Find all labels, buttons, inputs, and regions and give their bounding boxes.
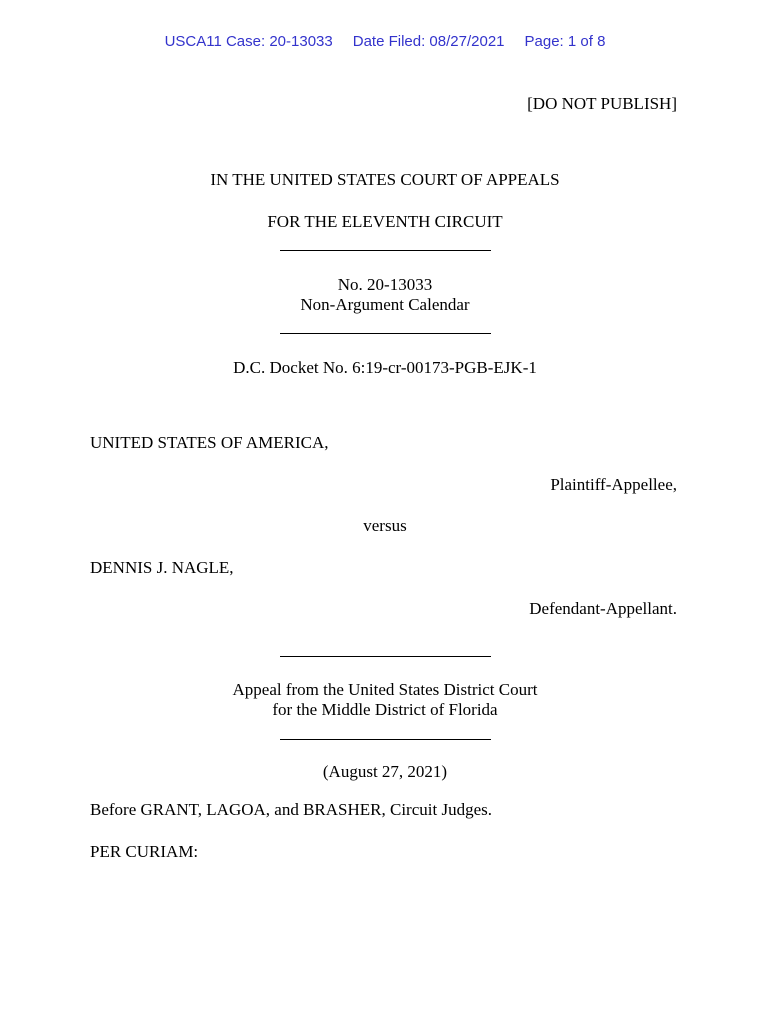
plaintiff-name: UNITED STATES OF AMERICA, [90,433,329,452]
filing-stamp [0,33,770,50]
date-filed-stamp: Date Filed: 08/27/2021 [352,33,505,50]
decision-date: (August 27, 2021) [322,762,448,781]
defendant-name: DENNIS J. NAGLE, [90,558,234,577]
plaintiff-role: Plaintiff-Appellee, [550,475,677,494]
case-number-stamp: USCA11 Case: 20-13033 [164,33,333,50]
divider-rule [280,656,491,657]
divider-rule [280,739,491,740]
court-name: IN THE UNITED STATES COURT OF APPEALS [210,170,560,189]
circuit-name: FOR THE ELEVENTH CIRCUIT [267,212,503,231]
per-curiam: PER CURIAM: [90,842,199,861]
appeal-origin: Appeal from the United States District Court [232,680,538,699]
publish-flag: [DO NOT PUBLISH] [527,94,677,113]
defendant-role: Defendant-Appellant. [529,599,677,618]
divider-rule [280,333,491,334]
page-count-stamp: Page: 1 of 8 [524,33,606,50]
panel-judges: Before GRANT, LAGOA, and BRASHER, Circuit Judges. [90,800,492,819]
calendar-type: Non-Argument Calendar [300,295,470,314]
versus-label: versus [363,516,407,535]
case-number: No. 20-13033 [337,275,433,294]
appeal-district: for the Middle District of Florida [272,700,498,719]
divider-rule [280,250,491,251]
docket-number: D.C. Docket No. 6:19-cr-00173-PGB-EJK-1 [233,358,537,377]
